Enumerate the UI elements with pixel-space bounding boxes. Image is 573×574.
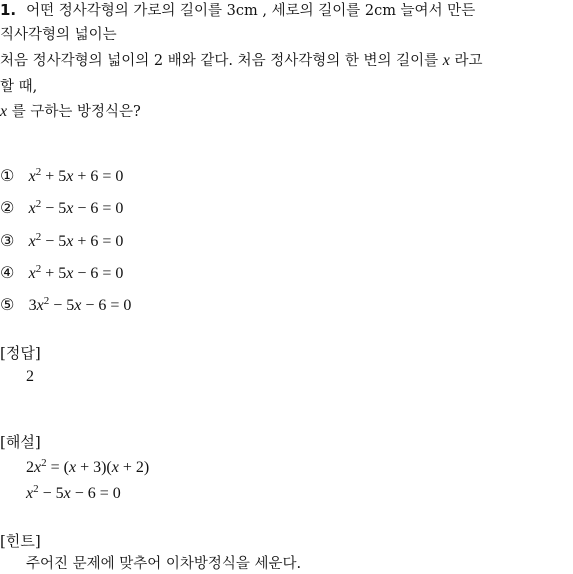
choice-5 [0,295,131,316]
question-line-1 [0,0,475,21]
choice-1 [0,166,123,187]
hint-text: 주어진 문제에 맞추어 이차방정식을 세운다. [26,556,302,572]
hint-label: [힌트] [0,532,41,550]
choice-equation: $x^2 - 5x + 6 = 0$ [28,231,124,250]
choice-4 [0,263,123,284]
question-line-5 [0,102,141,122]
question-text-3b: 라고 [454,53,483,69]
choice-equation: $x^2 + 5x - 6 = 0$ [28,263,124,282]
choice-equation: $x^2 - 5x - 6 = 0$ [28,198,124,217]
solution-line-1: $2x^2 = (x + 3)(x + 2)$ [26,457,150,476]
question-line-4: 할 때, [0,79,38,95]
choice-marker: ⑤ [0,295,15,314]
question-text-1: 어떤 정사각형의 가로의 길이를 3cm , 세로의 길이를 2cm 늘여서 만든 [26,3,476,19]
choice-equation: $x^2 + 5x + 6 = 0$ [28,166,124,185]
answer-value: 2 [26,368,34,385]
choice-marker: ③ [0,231,15,250]
question-number: 1. [0,1,17,19]
choice-equation: $3x^2 - 5x - 6 = 0$ [28,295,132,314]
question-line-2: 직사각형의 넓이는 [0,27,117,43]
choice-2 [0,198,123,219]
choice-marker: ④ [0,263,15,282]
solution-label: [해설] [0,433,41,451]
variable-x: x [0,103,8,120]
answer-label: [정답] [0,344,41,362]
choice-marker: ① [0,166,15,185]
question-line-3 [0,51,482,71]
question-text-5: 를 구하는 방정식은? [11,104,141,120]
solution-line-2: $x^2 - 5x - 6 = 0$ [26,483,121,502]
choice-marker: ② [0,198,15,217]
choice-3 [0,231,123,252]
question-text-3a: 처음 정사각형의 넓이의 2 배와 같다. 처음 정사각형의 한 변의 길이를 [0,53,439,69]
variable-x: x [442,52,450,69]
